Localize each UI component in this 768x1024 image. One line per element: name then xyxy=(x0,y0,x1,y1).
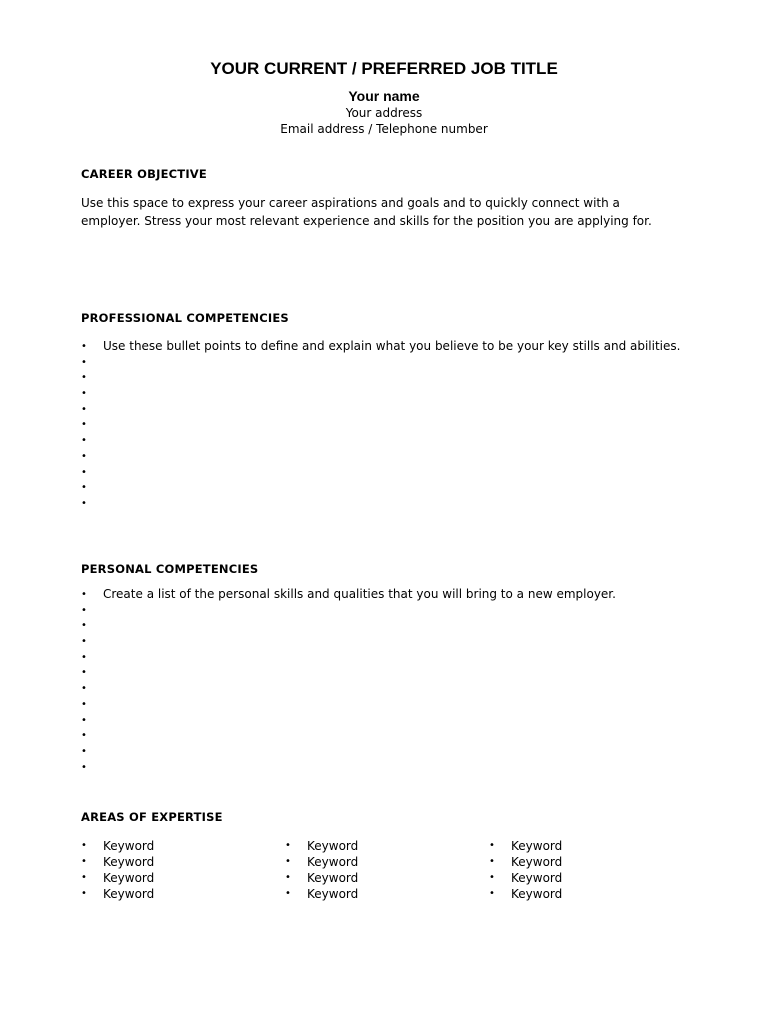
bullet-icon: • xyxy=(81,388,87,400)
list-item xyxy=(81,665,616,681)
list-item-text: Keyword xyxy=(511,871,563,885)
expertise-column xyxy=(489,838,562,902)
bullet-icon: • xyxy=(81,497,87,509)
list-item-text: Keyword xyxy=(511,839,563,853)
bullet-icon: • xyxy=(81,840,87,851)
list-item-text: Keyword xyxy=(307,855,359,869)
list-item xyxy=(285,886,358,902)
list-item xyxy=(81,370,680,386)
bullet-icon: • xyxy=(81,761,87,773)
expertise-column xyxy=(285,838,358,902)
areas-of-expertise-heading: AREAS OF EXPERTISE xyxy=(81,810,223,824)
list-item xyxy=(81,728,616,744)
list-item xyxy=(81,402,680,418)
bullet-icon: • xyxy=(489,888,495,899)
list-item-text: Create a list of the personal skills and qualities that you will bring to a new employer. xyxy=(103,587,616,601)
applicant-address: Your address xyxy=(345,106,423,120)
bullet-icon: • xyxy=(81,450,87,462)
list-item-text: Keyword xyxy=(511,855,563,869)
list-item xyxy=(81,386,680,402)
bullet-icon: • xyxy=(81,372,87,384)
list-item xyxy=(81,886,154,902)
list-item xyxy=(81,480,680,496)
list-item xyxy=(81,744,616,760)
bullet-icon: • xyxy=(489,856,495,867)
list-item xyxy=(81,697,616,713)
list-item xyxy=(81,713,616,729)
list-item-text: Keyword xyxy=(307,839,359,853)
list-item xyxy=(489,838,562,854)
bullet-icon: • xyxy=(81,356,87,368)
list-item-text: Keyword xyxy=(307,871,359,885)
list-item xyxy=(81,760,616,776)
list-item xyxy=(81,650,616,666)
bullet-icon: • xyxy=(81,872,87,883)
list-item-text: Keyword xyxy=(511,887,563,901)
professional-competencies-list xyxy=(81,339,680,512)
bullet-icon: • xyxy=(81,589,87,600)
applicant-name: Your name xyxy=(348,88,420,104)
list-item xyxy=(489,886,562,902)
bullet-icon: • xyxy=(81,604,87,616)
list-item xyxy=(81,587,616,603)
applicant-contact: Email address / Telephone number xyxy=(280,122,488,136)
resume-header xyxy=(0,58,768,137)
bullet-icon: • xyxy=(81,745,87,757)
list-item xyxy=(81,603,616,619)
bullet-icon: • xyxy=(489,840,495,851)
list-item xyxy=(81,339,680,355)
bullet-icon: • xyxy=(81,341,87,352)
list-item xyxy=(81,618,616,634)
list-item xyxy=(81,355,680,371)
list-item xyxy=(81,433,680,449)
job-title: YOUR CURRENT / PREFERRED JOB TITLE xyxy=(210,59,558,78)
list-item xyxy=(81,496,680,512)
list-item-text: Use these bullet points to define and explain what you believe to be your key stills and abilities. xyxy=(103,339,681,353)
bullet-icon: • xyxy=(81,714,87,726)
list-item-text: Keyword xyxy=(103,855,155,869)
bullet-icon: • xyxy=(81,888,87,899)
bullet-icon: • xyxy=(285,888,291,899)
bullet-icon: • xyxy=(489,872,495,883)
bullet-icon: • xyxy=(285,856,291,867)
list-item xyxy=(81,465,680,481)
list-item xyxy=(81,870,154,886)
career-objective-text: Use this space to express your career aspirations and goals and to quickly connect with a employer. Stress your most relevant experience and skills for the position you are applying for. xyxy=(81,196,652,228)
list-item xyxy=(489,854,562,870)
list-item xyxy=(285,854,358,870)
list-item xyxy=(285,870,358,886)
bullet-icon: • xyxy=(81,636,87,648)
list-item xyxy=(81,838,154,854)
list-item xyxy=(81,854,154,870)
list-item-text: Keyword xyxy=(307,887,359,901)
bullet-icon: • xyxy=(81,403,87,415)
career-objective-heading: CAREER OBJECTIVE xyxy=(81,167,207,181)
list-item-text: Keyword xyxy=(103,887,155,901)
bullet-icon: • xyxy=(81,466,87,478)
bullet-icon: • xyxy=(285,840,291,851)
list-item xyxy=(285,838,358,854)
bullet-icon: • xyxy=(81,620,87,632)
bullet-icon: • xyxy=(81,435,87,447)
list-item-text: Keyword xyxy=(103,839,155,853)
list-item-text: Keyword xyxy=(103,871,155,885)
list-item xyxy=(489,870,562,886)
professional-competencies-heading: PROFESSIONAL COMPETENCIES xyxy=(81,311,289,325)
list-item xyxy=(81,634,616,650)
list-item xyxy=(81,417,680,433)
bullet-icon: • xyxy=(81,698,87,710)
bullet-icon: • xyxy=(81,651,87,663)
bullet-icon: • xyxy=(81,856,87,867)
personal-competencies-heading: PERSONAL COMPETENCIES xyxy=(81,562,259,576)
expertise-column xyxy=(81,838,154,902)
list-item xyxy=(81,449,680,465)
personal-competencies-list xyxy=(81,587,616,775)
bullet-icon: • xyxy=(285,872,291,883)
list-item xyxy=(81,681,616,697)
bullet-icon: • xyxy=(81,419,87,431)
bullet-icon: • xyxy=(81,683,87,695)
bullet-icon: • xyxy=(81,482,87,494)
bullet-icon: • xyxy=(81,667,87,679)
bullet-icon: • xyxy=(81,730,87,742)
